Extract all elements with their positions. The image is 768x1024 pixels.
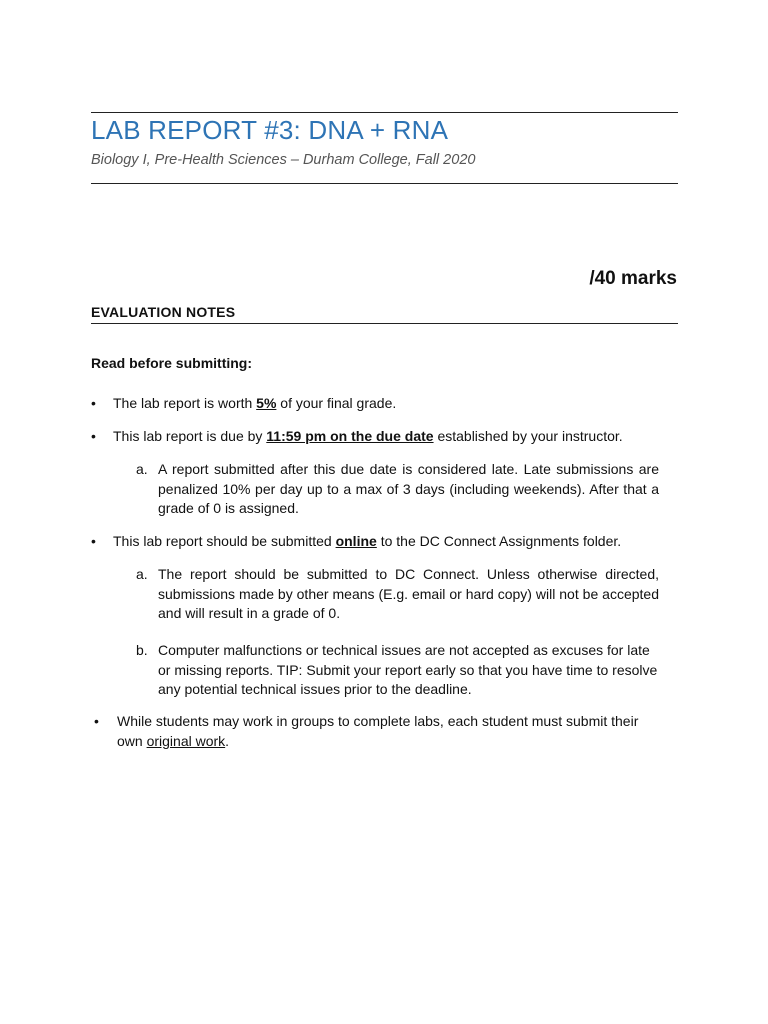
bullet-online: [113, 532, 678, 552]
late-submission-note: A report submitted after this due date is considered late. Late submissions are penalized 10% per day up to a max of 3 days (including weekends). After that a grade of 0 is assigned.: [158, 461, 659, 516]
bullet-glyph: •: [91, 395, 96, 411]
bullet-groups-emphasis: original work: [146, 732, 226, 749]
bullet-groups-pre: While students may work in groups to complete labs, each student must submit their own: [117, 713, 639, 749]
section-title: EVALUATION NOTES: [91, 304, 236, 320]
bullet-groups-post: .: [225, 732, 230, 749]
bullet-glyph: •: [91, 428, 96, 444]
sub-item-marker: b.: [136, 642, 148, 658]
page-subtitle: Biology I, Pre-Health Sciences – Durham College, Fall 2020: [91, 152, 476, 168]
bullet-worth-emphasis: 5%: [256, 395, 277, 411]
bullet-online-post: to the DC Connect Assignments folder.: [376, 533, 622, 549]
top-rule: [91, 112, 678, 113]
technical-issues-note: Computer malfunctions or technical issues are not accepted as excuses for late or missing reports. TIP: Submit your report early so that you have time to resolve any potential technical issues prior to the deadline.: [158, 642, 658, 697]
bullet-worth: [113, 394, 678, 414]
dc-connect-note: The report should be submitted to DC Connect. Unless otherwise directed, submissions made by other means (E.g. email or hard copy) will not be accepted and will result in a grade of 0.: [158, 566, 659, 621]
bullet-due: [113, 427, 678, 447]
sub-item-marker: a.: [136, 566, 148, 582]
sub-item-marker: a.: [136, 461, 148, 477]
bullet-online-pre: This lab report should be submitted: [113, 533, 336, 549]
bullet-worth-post: of your final grade.: [276, 395, 397, 411]
read-before-heading: Read before submitting:: [91, 355, 253, 371]
section-rule: [91, 323, 678, 324]
total-marks: /40 marks: [589, 268, 677, 289]
header-bottom-rule: [91, 183, 678, 184]
bullet-due-emphasis: 11:59 pm on the due date: [266, 428, 434, 444]
bullet-glyph: •: [91, 533, 96, 549]
bullet-due-post: established by your instructor.: [433, 428, 623, 444]
page-title: LAB REPORT #3: DNA + RNA: [91, 115, 449, 145]
bullet-due-pre: This lab report is due by: [113, 428, 267, 444]
bullet-online-emphasis: online: [335, 533, 377, 549]
bullet-worth-pre: The lab report is worth: [113, 395, 257, 411]
bullet-groups: [117, 712, 657, 751]
bullet-glyph: •: [94, 713, 99, 729]
